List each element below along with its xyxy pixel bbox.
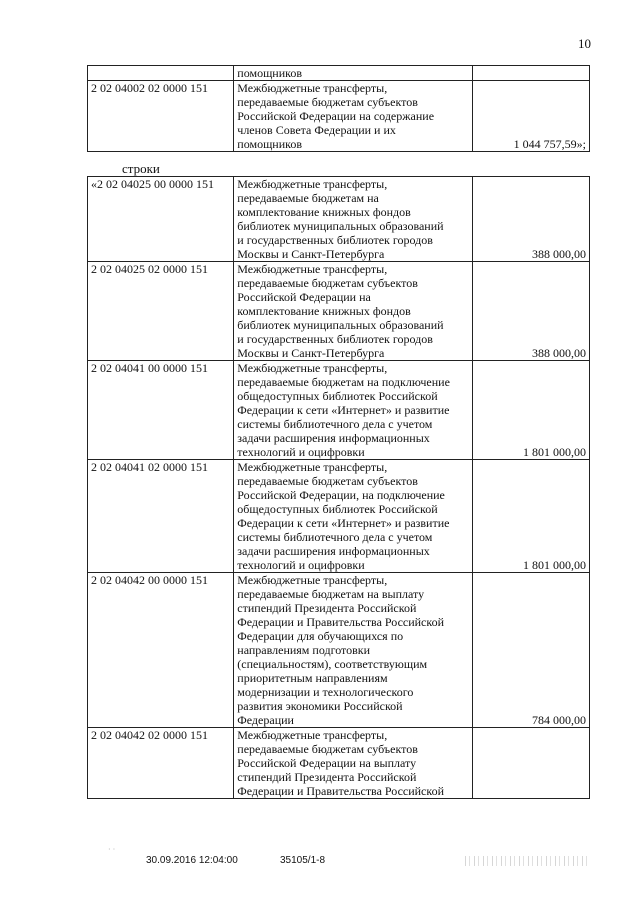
description-cell: Межбюджетные трансферты, передаваемые бюджетам субъектов Российской Федерации на комплектование книжных фондов библиотек муниципальных образований и государственных библиотек городов Москвы и Санкт-Петербурга [234, 262, 472, 361]
code-cell: 2 02 04002 02 0000 151 [88, 81, 234, 152]
table-row [88, 460, 590, 573]
description-cell: Межбюджетные трансферты, передаваемые бюджетам субъектов Российской Федерации на выплату стипендий Президента Российской Федерации и Правительства Российской [234, 728, 472, 799]
description-cell: Межбюджетные трансферты, передаваемые бюджетам на подключение общедоступных библиотек Российской Федерации к сети «Интернет» и развитие системы библиотечного дела с учетом задачи расширения информационных технологий и оцифровки [234, 361, 472, 460]
footer-barcode-icon [465, 856, 590, 866]
description-cell: Межбюджетные трансферты, передаваемые бюджетам на выплату стипендий Президента Российской Федерации и Правительства Российской Федерации для обучающихся по направлениям подготовки (специальностям), соответствующим приоритетным направлениям модернизации и технологического развития экономики Российской Федерации [234, 573, 472, 728]
description-cell: помощников [234, 66, 472, 81]
budget-table-continued [87, 65, 590, 152]
scan-mark: · · [108, 845, 116, 854]
code-cell: 2 02 04042 02 0000 151 [88, 728, 234, 799]
amount-cell: 1 801 000,00 [472, 361, 589, 460]
page-number: 10 [578, 36, 591, 51]
amount-cell: 388 000,00 [472, 262, 589, 361]
table-row [88, 573, 590, 728]
footer-datetime: 30.09.2016 12:04:00 [146, 855, 238, 866]
amount-cell: 784 000,00 [472, 573, 589, 728]
footer-document-number: 35105/1-8 [280, 855, 326, 866]
code-cell: 2 02 04041 02 0000 151 [88, 460, 234, 573]
table-row [88, 177, 590, 262]
description-cell: Межбюджетные трансферты, передаваемые бюджетам субъектов Российской Федерации, на подключение общедоступных библиотек Российской Федерации к сети «Интернет» и развитие системы библиотечного дела с учетом задачи расширения информационных технологий и оцифровки [234, 460, 472, 573]
table-row [88, 361, 590, 460]
description-cell: Межбюджетные трансферты, передаваемые бюджетам субъектов Российской Федерации на содержание членов Совета Федерации и их помощников [234, 81, 472, 152]
table-row [88, 66, 590, 81]
code-cell [88, 66, 234, 81]
description-cell: Межбюджетные трансферты, передаваемые бюджетам на комплектование книжных фондов библиотек муниципальных образований и государственных библиотек городов Москвы и Санкт-Петербурга [234, 177, 472, 262]
code-cell: 2 02 04041 00 0000 151 [88, 361, 234, 460]
code-cell: «2 02 04025 00 0000 151 [88, 177, 234, 262]
amount-cell: 1 044 757,59»; [472, 81, 589, 152]
budget-table [87, 176, 590, 799]
rows-label: строки [122, 161, 160, 176]
amount-cell [472, 66, 589, 81]
amount-cell: 388 000,00 [472, 177, 589, 262]
code-cell: 2 02 04025 02 0000 151 [88, 262, 234, 361]
table-row [88, 728, 590, 799]
table-row [88, 81, 590, 152]
amount-cell: 1 801 000,00 [472, 460, 589, 573]
amount-cell [472, 728, 589, 799]
code-cell: 2 02 04042 00 0000 151 [88, 573, 234, 728]
table-row [88, 262, 590, 361]
